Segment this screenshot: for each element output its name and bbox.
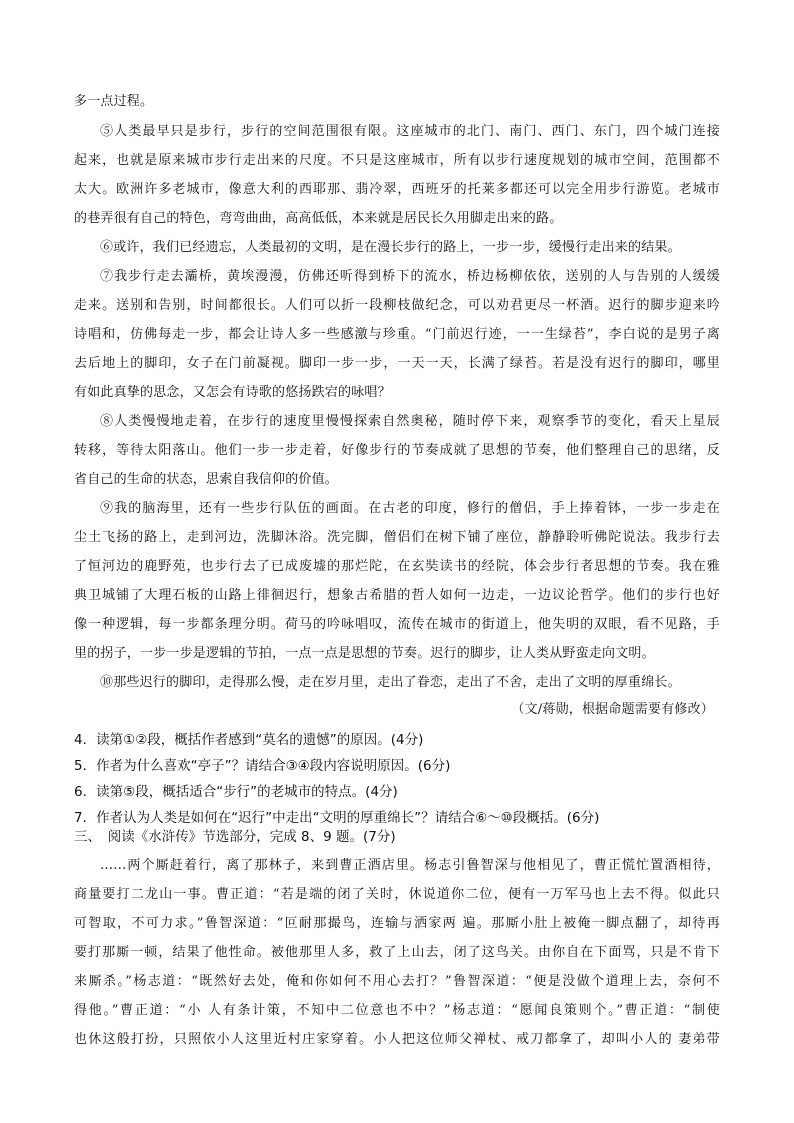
paragraph-6: ⑥或许，我们已经遗忘，人类最初的文明，是在漫长步行的路上，一步一步，缓慢行走出来的结果。 — [100, 240, 681, 255]
paragraph-line: 里的拐子，一步一步是逻辑的节拍，一点一点是思想的节奏。迟行的脚步，让人类从野蛮走向文明。 — [74, 646, 655, 661]
excerpt-line-1: ……两个厮赶着行，离了那林子，来到曹正酒店里。杨志引鲁智深与他相见了，曹正慌忙置酒相待， — [100, 858, 720, 873]
paragraph-line: 转移，等待太阳落山。他们一步一步走着，好像步行的节奏成就了思想的节奏，他们整理自己的思绪，反 — [74, 443, 720, 458]
excerpt-line: 来厮杀。”杨志道：“既然好去处，俺和你如何不用心去打？”鲁智深道：“便是没做个道理上去，奈何不 — [74, 974, 720, 989]
paragraph-line: 去后地上的脚印，女子在门前凝视。脚印一步一步，一天一天，长满了绿苔。若是没有迟行的脚印，哪里 — [74, 356, 720, 371]
paragraph-line: 诗唱和，仿佛每走一步，都会让诗人多一些感激与珍重。“门前迟行迹，一一生绿苔”，李白说的是男子离 — [74, 327, 720, 342]
paragraph-8-line-1: ⑧人类慢慢地走着，在步行的速度里慢慢探索自然奥秘，随时停下来，观察季节的变化，看天上星辰 — [100, 414, 720, 429]
paragraph-line: 多一点过程。 — [74, 94, 154, 109]
paragraph-9-line-1: ⑨我的脑海里，还有一些步行队伍的画面。在古老的印度，修行的僧侣，手上捧着钵，一步一步走在 — [100, 501, 720, 516]
paragraph-10: ⑩那些迟行的脚印，走得那么慢，走在岁月里，走出了眷恋，走出了不舍，走出了文明的厚重绵长。 — [100, 675, 681, 690]
paragraph-line: 有如此真挚的思念，又怎会有诗歌的悠扬跌宕的咏唱？ — [74, 385, 391, 400]
excerpt-line: 也休这般打扮，只照依小人这里近村庄家穿着。小人把这位师父禅杖、戒刀都拿了，却叫小人的 妻弟带 — [74, 1032, 720, 1047]
paragraph-line: 起来，也就是原来城市步行走出来的尺度。不只是这座城市，所有以步行速度规划的城市空间，范围都不 — [74, 153, 720, 168]
paragraph-line: 像一种逻辑，每一步都条理分明。荷马的吟咏唱叹，流传在城市的街道上，他失明的双眼，看不见路，手 — [74, 617, 720, 632]
excerpt-line: 得他。”曹正道：“小 人有条计策，不知中二位意也不中？”杨志道：“愿闻良策则个。”曹正道：“制使 — [74, 1003, 720, 1018]
paragraph-line: 的巷弄很有自己的特色，弯弯曲曲，高高低低，本来就是居民长久用脚走出来的路。 — [74, 211, 563, 226]
question-6: 6．读第⑤段，概括适合“步行”的老城市的特点。(4分) — [74, 784, 398, 800]
source-attribution: （文/蒋勋，根据命题需要有修改） — [511, 702, 714, 717]
question-4: 4．读第①②段，概括作者感到“莫名的遗憾”的原因。(4分) — [74, 732, 424, 748]
excerpt-line: 可智取，不可力求。”鲁智深道：“叵耐那撮鸟，连输与洒家两 遍。那厮小肚上被俺一脚点翻了，却待再 — [74, 916, 720, 931]
question-5: 5．作者为什么喜欢“亭子”？请结合③④段内容说明原因。(6分) — [74, 758, 451, 774]
paragraph-line: 尘土飞扬的路上，走到河边，洗脚沐浴。洗完脚，僧侣们在树下铺了座位，静静聆听佛陀说法。我步行去 — [74, 530, 720, 545]
section-heading: 三、 阅读《水浒传》节选部分，完成 8、9 题。(7分) — [74, 829, 396, 845]
paragraph-5-line-1: ⑤人类最早只是步行，步行的空间范围很有限。这座城市的北门、南门、西门、东门，四个城门连接 — [100, 124, 720, 139]
paragraph-line: 典卫城铺了大理石板的山路上徘徊迟行，想象古希腊的哲人如何一边走，一边议论哲学。他们的步行也好 — [74, 588, 720, 603]
paragraph-line: 走来。送别和告别，时间都很长。人们可以折一段柳枝做纪念，可以劝君更尽一杯酒。迟行的脚步迎来吟 — [74, 298, 720, 313]
excerpt-line: 要打那厮一顿，结果了他性命。被他那里人多，救了上山去，闭了这鸟关。由你自在下面骂，只是不肯下 — [74, 945, 720, 960]
excerpt-line: 商量要打二龙山一事。曹正道：“若是端的闭了关时，休说道你二位，便有一万军马也上去不得。似此只 — [74, 887, 720, 902]
paragraph-line: 太大。欧洲许多老城市，像意大利的西耶那、翡冷翠，西班牙的托莱多都还可以完全用步行游览。老城市 — [74, 182, 720, 197]
paragraph-line: 了恒河边的鹿野苑，也步行去了已成废墟的那烂陀，在玄奘读书的经院，体会步行者思想的节奏。我在雅 — [74, 559, 720, 574]
paragraph-line: 省自己的生命的状态，思索自我信仰的价值。 — [74, 472, 339, 487]
paragraph-7-line-1: ⑦我步行走去灞桥，黄埃漫漫，仿佛还听得到桥下的流水，桥边杨柳依依，送别的人与告别的人缓缓 — [100, 269, 720, 284]
question-7: 7．作者认为人类是如何在“迟行”中走出“文明的厚重绵长”？请结合⑥～⑩段概括。(6分) — [74, 810, 600, 826]
